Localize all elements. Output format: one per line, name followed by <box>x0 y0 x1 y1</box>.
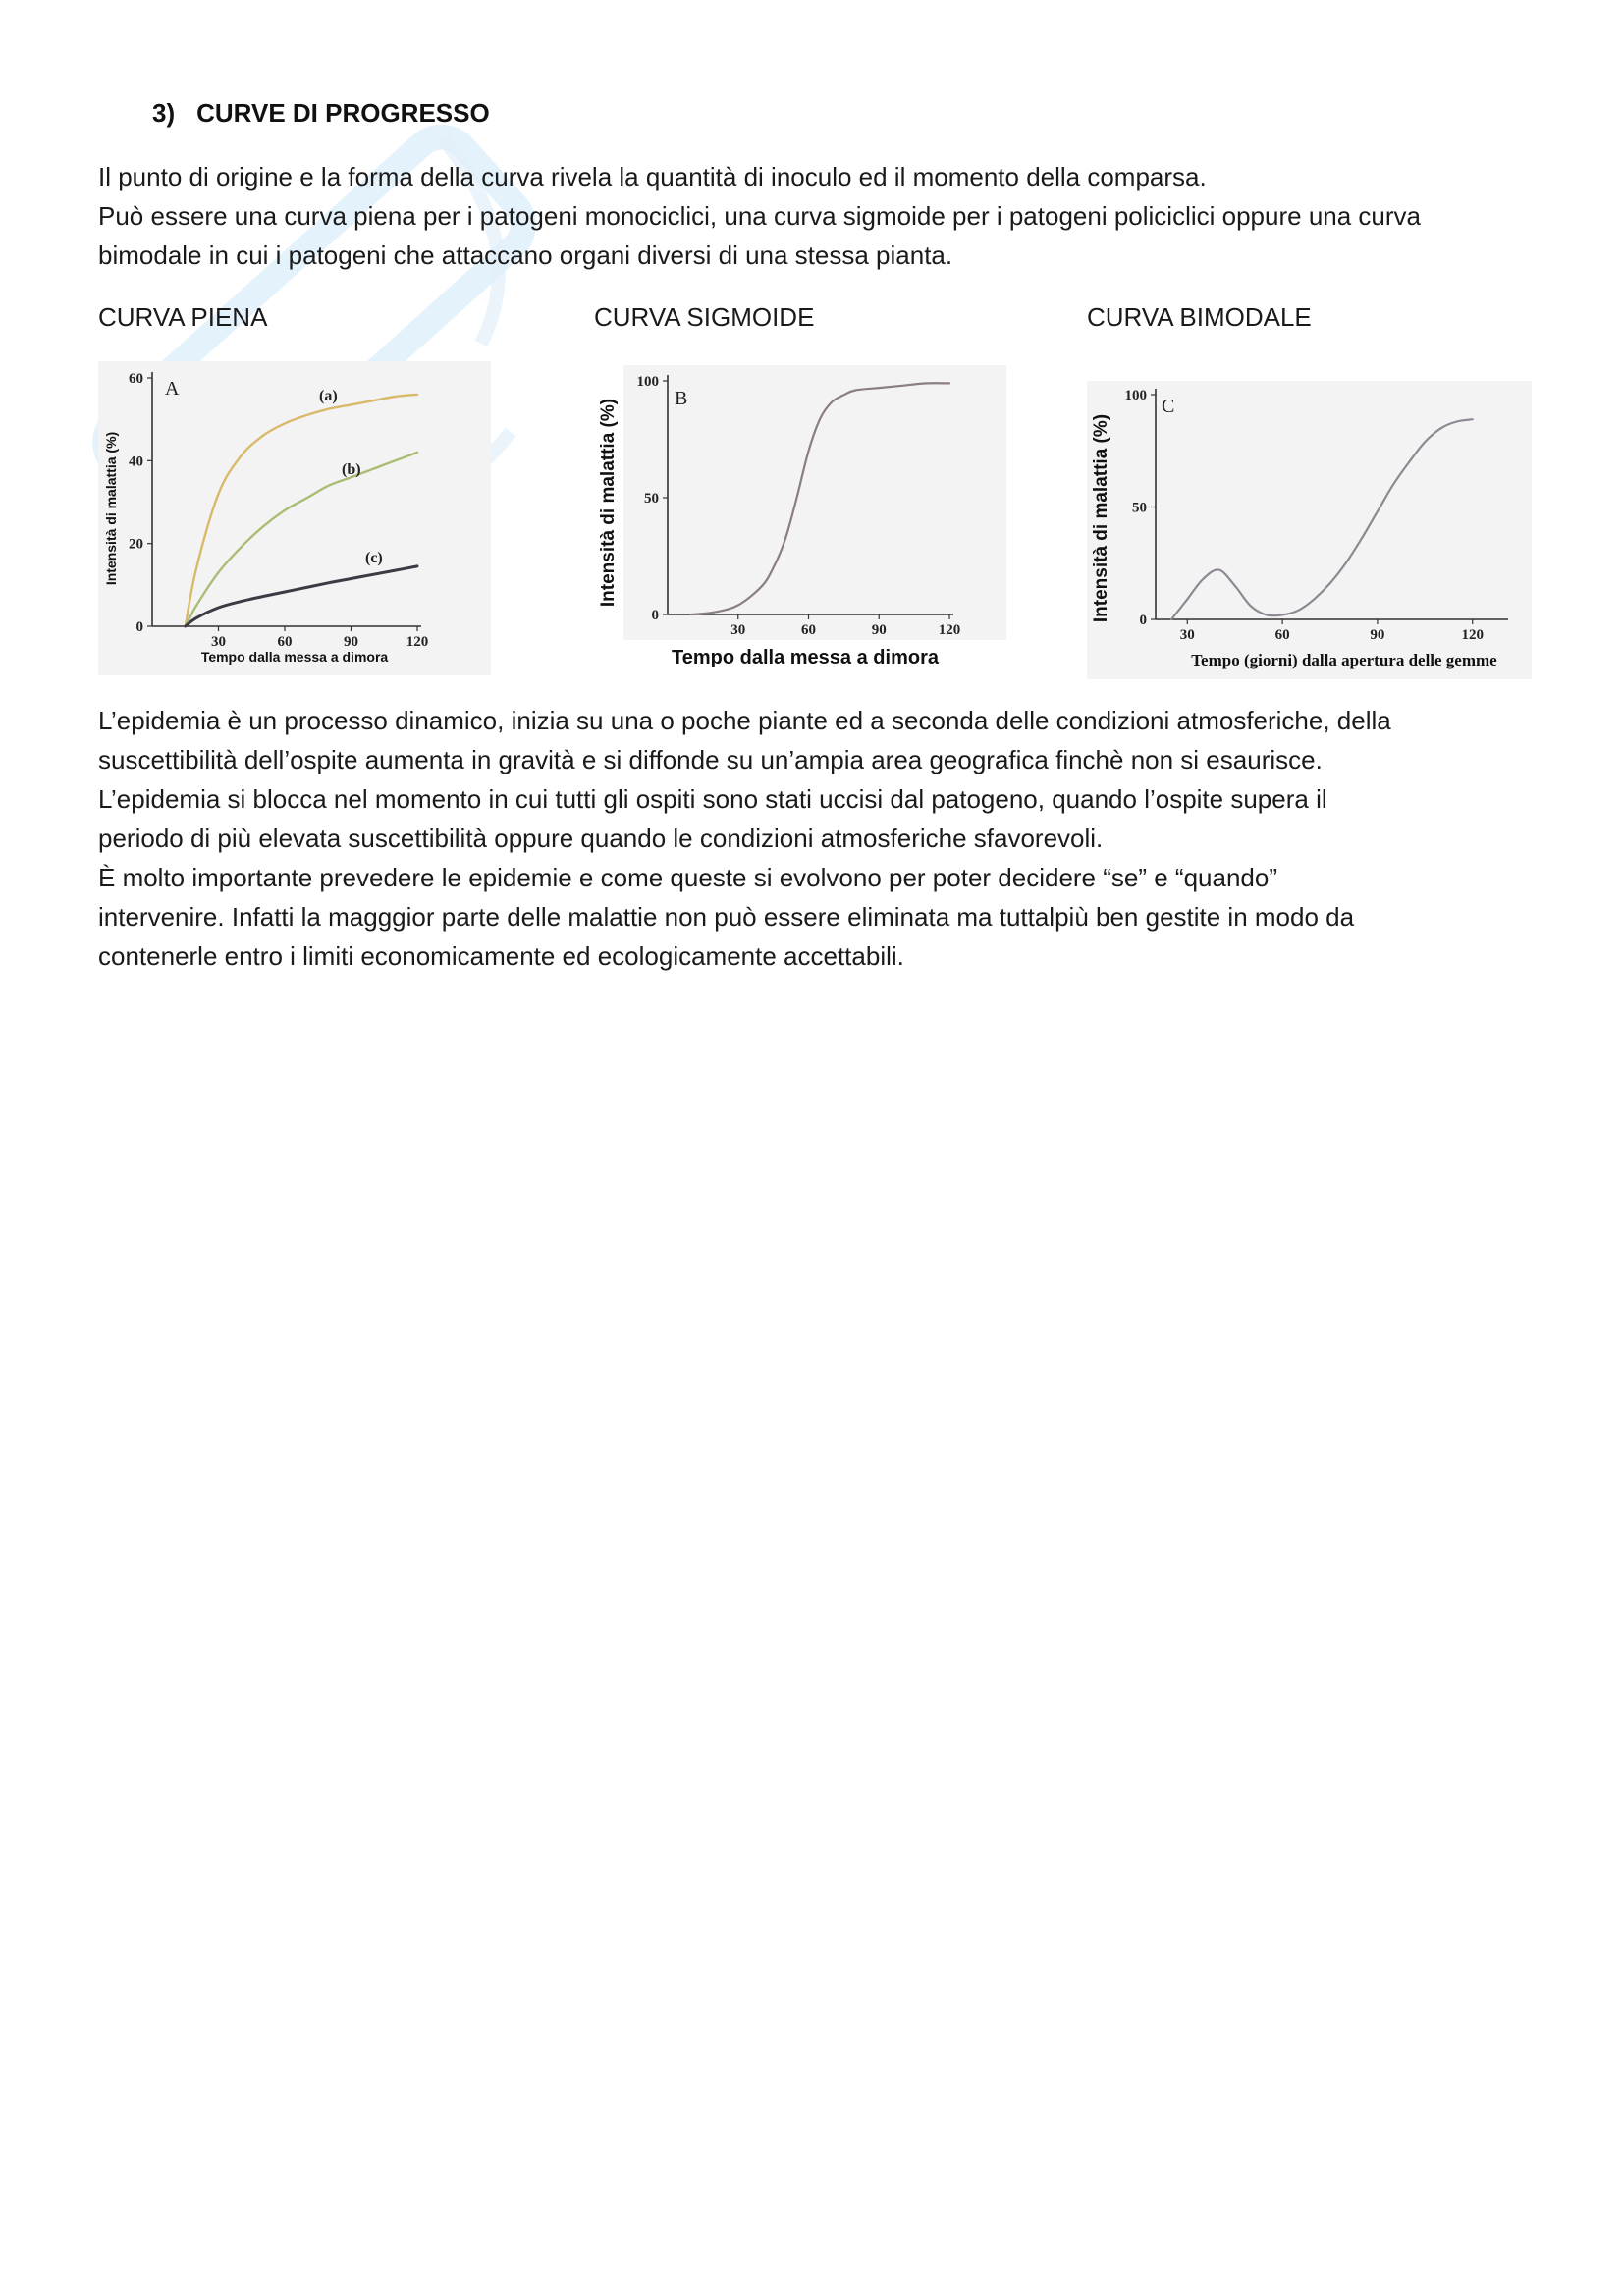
chart-a-x-tick-label: 120 <box>406 634 429 650</box>
chart-curva-bimodale <box>1087 365 1532 679</box>
chart-c-y-tick-label: 100 <box>1124 388 1147 403</box>
chart-b-x-tick-label: 30 <box>730 622 746 638</box>
chart-b-x-tick-label: 120 <box>938 622 961 638</box>
chart-b-x-tick-label: 60 <box>801 622 816 638</box>
chart-b-ylabel: Intensità di malattia (%) <box>598 398 619 608</box>
intro-line: Il punto di origine e la forma della curva rivela la quantità di inoculo ed il momento della comparsa. <box>98 162 1207 191</box>
section-number: 3) <box>152 98 176 128</box>
chart-c-xlabel: Tempo (giorni) dalla apertura delle gemme <box>1191 651 1497 669</box>
chart-a-x-tick-label: 90 <box>344 634 358 650</box>
chart-b-y-tick-label: 0 <box>651 608 659 623</box>
body-line: È molto importante prevedere le epidemie e come queste si evolvono per poter decidere “se” e “quando” <box>98 863 1278 892</box>
chart-a-series-label-b: (b) <box>342 461 361 478</box>
body-line: suscettibilità dell’ospite aumenta in gravità e si diffonde su un’ampia area geografica finchè non si esaurisce. <box>98 745 1323 774</box>
body-line: periodo di più elevata suscettibilità oppure quando le condizioni atmosferiche sfavorevoli. <box>98 824 1104 853</box>
chart-a-x-tick-label: 30 <box>211 634 226 650</box>
chart-c-y-tick-label: 0 <box>1139 613 1147 628</box>
chart-c-y-tick-label: 50 <box>1132 500 1147 516</box>
chart-b-panel-letter: B <box>675 388 688 409</box>
chart-a-y-tick-label: 20 <box>129 536 143 553</box>
chart-b-xlabel: Tempo dalla messa a dimora <box>672 647 939 668</box>
chart-a-background <box>98 361 491 675</box>
chart-b-y-tick-label: 50 <box>644 491 659 507</box>
chart-b-x-tick-label: 90 <box>871 622 887 638</box>
chart-c-ylabel: Intensità di malattia (%) <box>1091 413 1111 623</box>
chart-a-svg <box>98 361 491 675</box>
chart-a-ylabel: Intensità di malattia (%) <box>103 431 119 586</box>
chart-a-y-tick-label: 0 <box>135 619 143 635</box>
section-title: CURVE DI PROGRESSO <box>196 98 490 128</box>
chart-b-svg <box>594 365 1006 679</box>
chart-c-x-tick-label: 30 <box>1179 627 1195 643</box>
intro-paragraph <box>98 157 1532 275</box>
body-line: L’epidemia si blocca nel momento in cui tutti gli ospiti sono stati uccisi dal patogeno, quando l’ospite supera il <box>98 784 1327 814</box>
chart-c-x-tick-label: 60 <box>1274 627 1290 643</box>
body-line: intervenire. Infatti la magggior parte delle malattie non può essere eliminata ma tuttalpiù ben gestite in modo da <box>98 902 1355 932</box>
body-line: contenerle entro i limiti economicamente ed ecologicamente accettabili. <box>98 941 904 971</box>
chart-a-x-tick-label: 60 <box>277 634 293 650</box>
label-curva-sigmoide: CURVA SIGMOIDE <box>594 302 815 332</box>
chart-curva-sigmoide <box>594 365 1006 679</box>
chart-curva-piena <box>98 361 491 675</box>
chart-a-y-tick-label: 60 <box>129 371 143 387</box>
chart-a-xlabel: Tempo dalla messa a dimora <box>200 649 389 665</box>
chart-c-svg <box>1087 365 1532 679</box>
chart-a-series-label-c: (c) <box>365 550 383 566</box>
label-curva-piena: CURVA PIENA <box>98 302 268 332</box>
chart-a-y-tick-label: 40 <box>129 454 143 470</box>
chart-b-y-tick-label: 100 <box>636 374 659 390</box>
intro-line: Può essere una curva piena per i patogeni monociclici, una curva sigmoide per i patogeni policiclici oppure una curva <box>98 201 1421 231</box>
intro-line: bimodale in cui i patogeni che attaccano organi diversi di una stessa pianta. <box>98 240 953 270</box>
body-line: L’epidemia è un processo dinamico, inizia su una o poche piante ed a seconda delle condizioni atmosferiche, della <box>98 706 1391 735</box>
chart-c-panel-letter: C <box>1162 396 1175 417</box>
chart-c-x-tick-label: 90 <box>1370 627 1385 643</box>
body-paragraph <box>98 701 1532 976</box>
chart-a-panel-letter: A <box>165 378 180 400</box>
label-curva-bimodale: CURVA BIMODALE <box>1087 302 1312 332</box>
chart-a-series-label-a: (a) <box>319 388 338 404</box>
chart-c-x-tick-label: 120 <box>1461 627 1484 643</box>
section-heading <box>152 98 490 129</box>
